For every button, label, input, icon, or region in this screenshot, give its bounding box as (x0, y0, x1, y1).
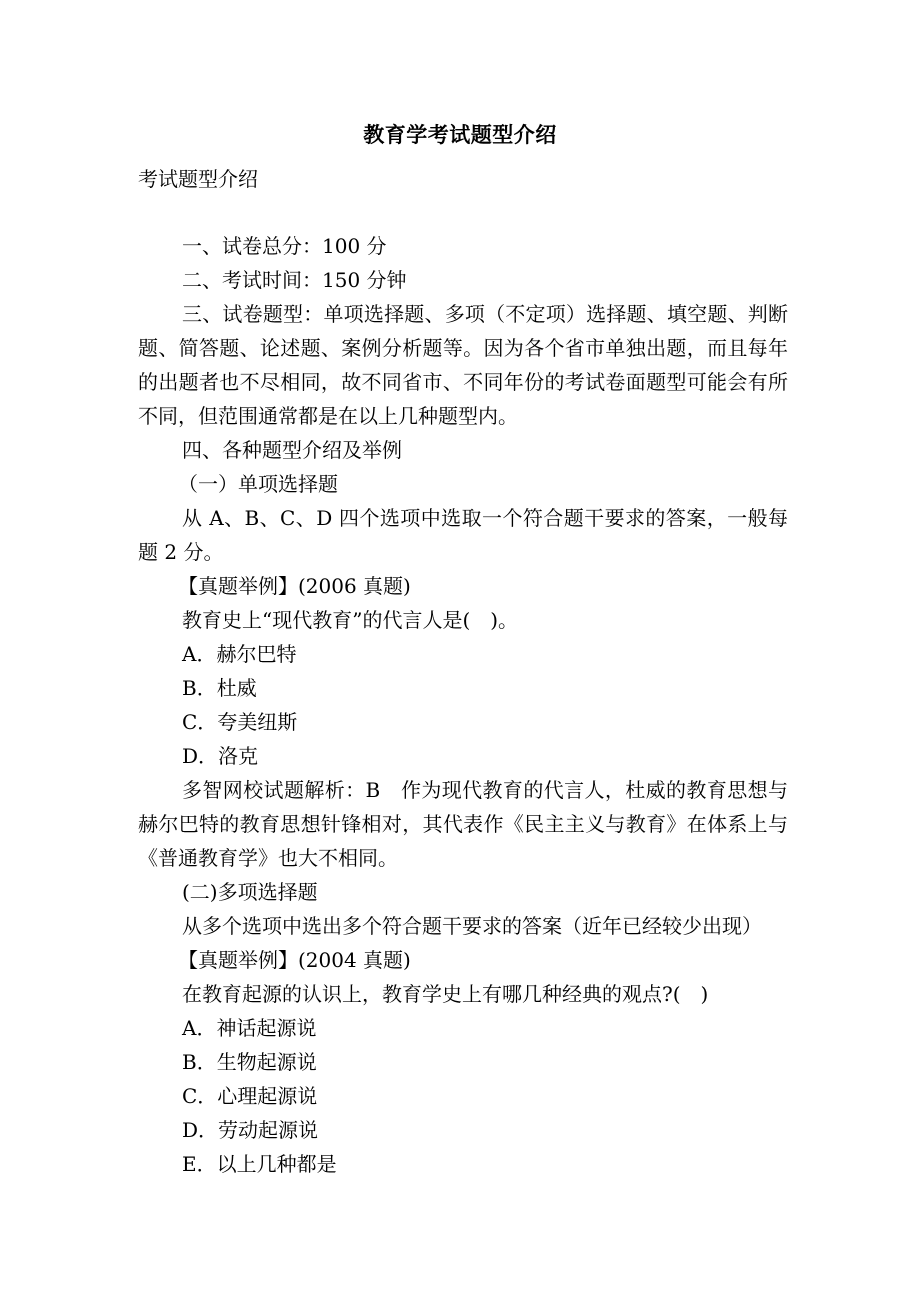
option-e-2: E．以上几种都是 (182, 1152, 337, 1176)
paragraph-single-choice-desc: 从 A、B、C、D 四个选项中选取一个符合题干要求的答案，一般每题 2 分。 (138, 506, 788, 564)
subsection-heading-multiple-choice: (二)多项选择题 (182, 880, 318, 904)
question-stem-2: 在教育起源的认识上，教育学史上有哪几种经典的观点?( ) (182, 982, 709, 1006)
option-a-1: A．赫尔巴特 (182, 642, 297, 666)
paragraph-exam-time: 二、考试时间：150 分钟 (182, 268, 407, 292)
question-stem-1: 教育史上“现代教育”的代言人是( )。 (182, 608, 519, 632)
paragraph-question-types: 三、试卷题型：单项选择题、多项（不定项）选择题、填空题、判断题、简答题、论述题、案例分析题等。因为各个省市单独出题，而且每年的出题者也不尽相同，故不同省市、不同年份的考试卷面题型可能会有所不同，但范围通常都是在以上几种题型内。 (138, 302, 788, 428)
paragraph-multiple-choice-desc: 从多个选项中选出多个符合题干要求的答案（近年已经较少出现） (182, 914, 762, 938)
example-label-2006: 【真题举例】(2006 真题) (178, 574, 411, 598)
option-c-2: C．心理起源说 (182, 1084, 318, 1108)
answer-explanation-1: 多智网校试题解析：B 作为现代教育的代言人，杜威的教育思想与赫尔巴特的教育思想针锋相对，其代表作《民主主义与教育》在体系上与《普通教育学》也大不相同。 (138, 778, 788, 870)
option-c-1: C．夸美纽斯 (182, 710, 298, 734)
document-body (138, 229, 788, 1181)
section-heading-examples: 四、各种题型介绍及举例 (182, 438, 402, 462)
option-b-2: B．生物起源说 (182, 1050, 317, 1074)
subsection-heading-single-choice: （一）单项选择题 (178, 472, 338, 496)
example-label-2004: 【真题举例】(2004 真题) (178, 948, 411, 972)
option-d-2: D．劳动起源说 (182, 1118, 319, 1142)
document-title: 教育学考试题型介绍 (363, 122, 557, 147)
option-a-2: A．神话起源说 (182, 1016, 317, 1040)
paragraph-total-score: 一、试卷总分：100 分 (182, 234, 387, 258)
document-subtitle: 考试题型介绍 (138, 167, 258, 191)
option-b-1: B．杜威 (182, 676, 257, 700)
option-d-1: D．洛克 (182, 744, 259, 768)
